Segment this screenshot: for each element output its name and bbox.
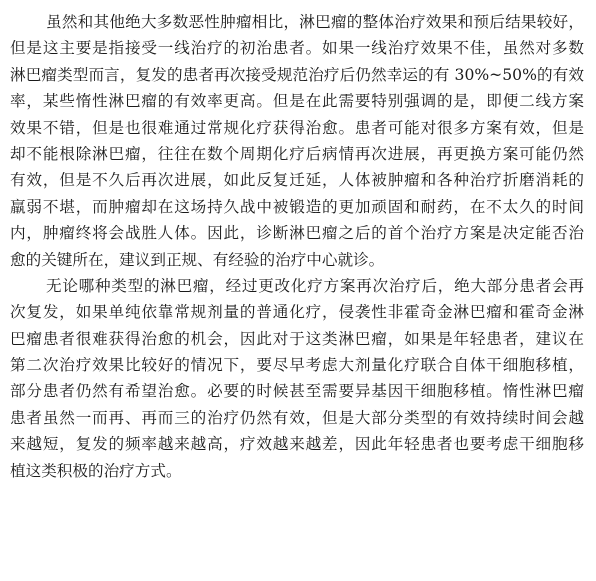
text-line: 虽然和其他绝大多数恶性肿瘤相比，淋巴瘤的整体治疗效果和预后结果较好， [46, 13, 584, 31]
text-line: 植这类积极的治疗方式。 [10, 461, 182, 480]
paragraph-2 [10, 273, 584, 484]
text-line: 内，肿瘤终将会战胜人体。因此，诊断淋巴瘤之后的首个治疗方案是决定能否治 [10, 224, 584, 243]
text-line: 第二次治疗效果比较好的情况下，要尽早考虑大剂量化疗联合自体干细胞移植， [10, 356, 584, 375]
text-line: 率，某些惰性淋巴瘤的有效率更高。但是在此需要特别强调的是，即便二线方案 [10, 92, 584, 111]
paragraph-1 [10, 9, 584, 273]
text-line: 次复发，如果单纯依靠常规剂量的普通化疗，侵袭性非霍奇金淋巴瘤和霍奇金淋 [10, 303, 584, 322]
text-line: 愈的关键所在，建议到正规、有经验的治疗中心就诊。 [10, 250, 385, 269]
text-line: 无论哪种类型的淋巴瘤，经过更改化疗方案再次治疗后，绝大部分患者会再 [46, 276, 584, 295]
text-line: 有效，但是不久后再次进展，如此反复迁延，人体被肿瘤和各种治疗折磨消耗的 [10, 171, 584, 190]
text-line: 羸弱不堪，而肿瘤却在这场持久战中被锻造的更加顽固和耐药，在不太久的时间 [10, 197, 584, 216]
text-line: 患者虽然一而再、再而三的治疗仍然有效，但是大部分类型的有效持续时间会越 [10, 408, 584, 427]
text-line: 但是这主要是指接受一线治疗的初治患者。如果一线治疗效果不佳，虽然对多数 [10, 39, 584, 58]
text-line: 淋巴瘤类型而言，复发的患者再次接受规范治疗后仍然幸运的有 30%~50%的有效 [10, 65, 584, 84]
text-line: 部分患者仍然有希望治愈。必要的时候甚至需要异基因干细胞移植。惰性淋巴瘤 [10, 382, 584, 401]
text-line: 效果不错，但是也很难通过常规化疗获得治愈。患者可能对很多方案有效，但是 [10, 118, 584, 137]
text-line: 来越短，复发的频率越来越高，疗效越来越差，因此年轻患者也要考虑干细胞移 [10, 435, 584, 454]
text-line: 巴瘤患者很难获得治愈的机会，因此对于这类淋巴瘤，如果是年轻患者，建议在 [10, 329, 584, 348]
text-line: 却不能根除淋巴瘤，往往在数个周期化疗后病情再次进展，再更换方案可能仍然 [10, 144, 584, 163]
